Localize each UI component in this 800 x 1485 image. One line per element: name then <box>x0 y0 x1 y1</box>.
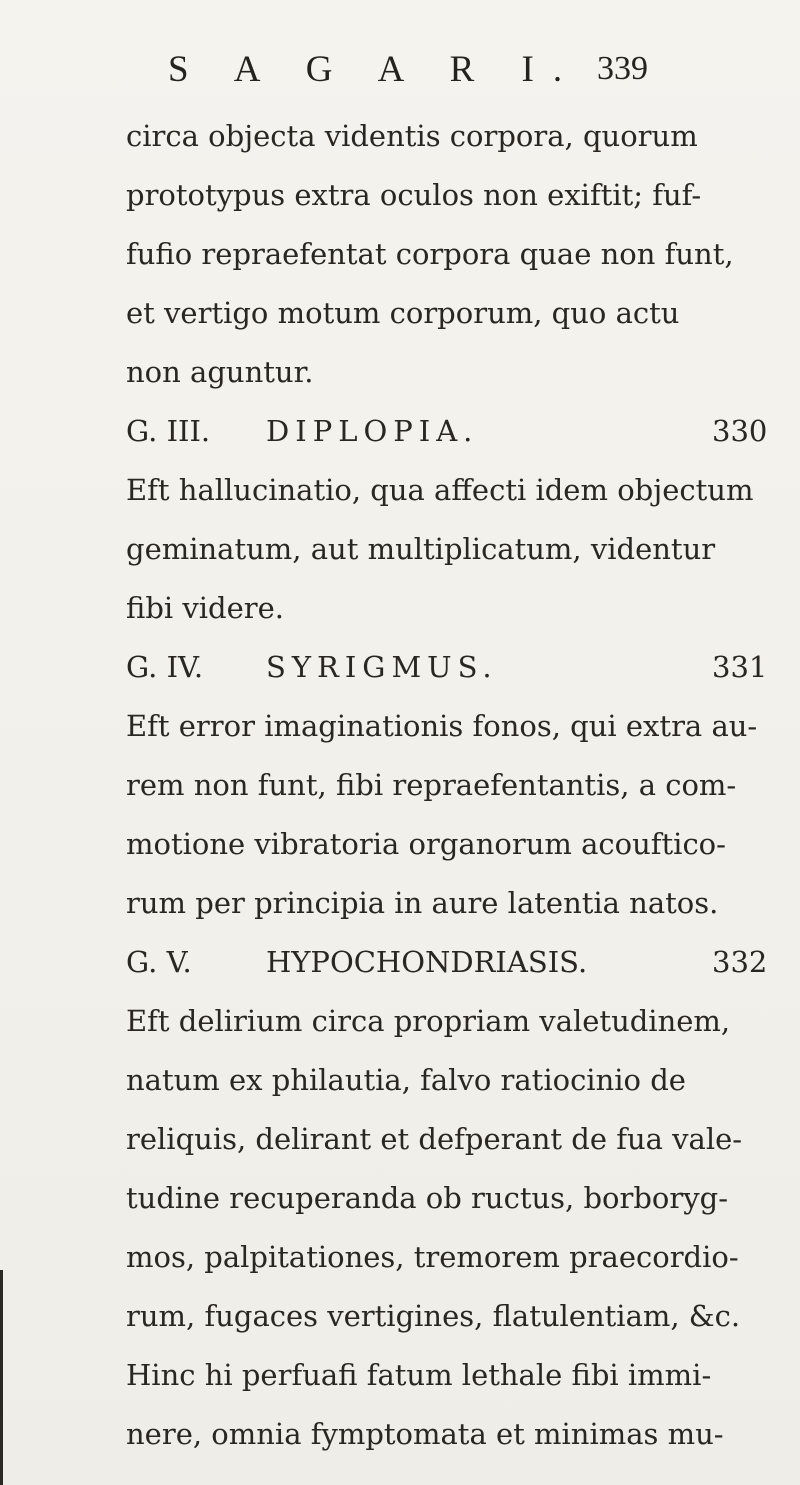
text-line: tudine recuperanda ob ructus, borboryg- <box>126 1181 728 1215</box>
text-line: rem non funt, fibi repraefentantis, a com- <box>126 768 737 802</box>
text-line: reliquis, delirant et defperant de fua vale- <box>126 1122 743 1156</box>
text-line: fufio repraefentat corpora quae non funt, <box>126 237 734 271</box>
body-text <box>126 107 768 1464</box>
genus-number: G. V. <box>126 945 192 979</box>
text-line: non aguntur. <box>126 355 314 389</box>
margin-number: 330 <box>712 414 768 448</box>
text-line: fibi videre. <box>126 591 285 625</box>
section-text-diplopia <box>126 461 754 638</box>
text-line: et vertigo motum corporum, quo actu <box>126 296 680 330</box>
genus-number: G. IV. <box>126 650 204 684</box>
text-line: prototypus extra oculos non exiftit; fuf- <box>126 178 702 212</box>
paragraph-continuation <box>126 107 734 402</box>
section-heading-syrigmus <box>126 638 768 697</box>
running-title: S A G A R I. <box>168 49 582 90</box>
genus-number: G. III. <box>126 414 211 448</box>
text-line: mos, palpitationes, tremorem praecordio- <box>126 1240 739 1274</box>
text-line: motione vibratoria organorum acouftico- <box>126 827 726 861</box>
text-line: Eft delirium circa propriam valetudinem, <box>126 1004 731 1038</box>
text-line: Hinc hi perfuafi fatum lethale fibi immi- <box>126 1358 712 1392</box>
genus-title: HYPOCHONDRIASIS. <box>266 945 588 979</box>
section-heading-hypochondriasis <box>126 933 768 992</box>
page-number: 339 <box>597 50 648 87</box>
genus-title: SYRIGMUS. <box>266 650 498 684</box>
text-line: rum, fugaces vertigines, flatulentiam, &c. <box>126 1299 741 1333</box>
margin-number: 332 <box>712 945 768 979</box>
text-line: rum per principia in aure latentia natos. <box>126 886 719 920</box>
section-text-syrigmus <box>126 697 758 933</box>
text-line: nere, omnia fymptomata et minimas mu- <box>126 1417 724 1451</box>
binding-edge-shadow <box>0 1270 3 1485</box>
running-head <box>168 48 648 88</box>
text-line: Eft error imaginationis fonos, qui extra au- <box>126 709 758 743</box>
text-line: circa objecta videntis corpora, quorum <box>126 119 698 153</box>
section-heading-diplopia <box>126 402 768 461</box>
text-line: Eft hallucinatio, qua affecti idem objectum <box>126 473 754 507</box>
text-line: geminatum, aut multiplicatum, videntur <box>126 532 716 566</box>
text-line: natum ex philautia, falvo ratiocinio de <box>126 1063 686 1097</box>
section-text-hypochondriasis <box>126 992 743 1464</box>
margin-number: 331 <box>712 650 768 684</box>
genus-title: DIPLOPIA. <box>266 414 479 448</box>
